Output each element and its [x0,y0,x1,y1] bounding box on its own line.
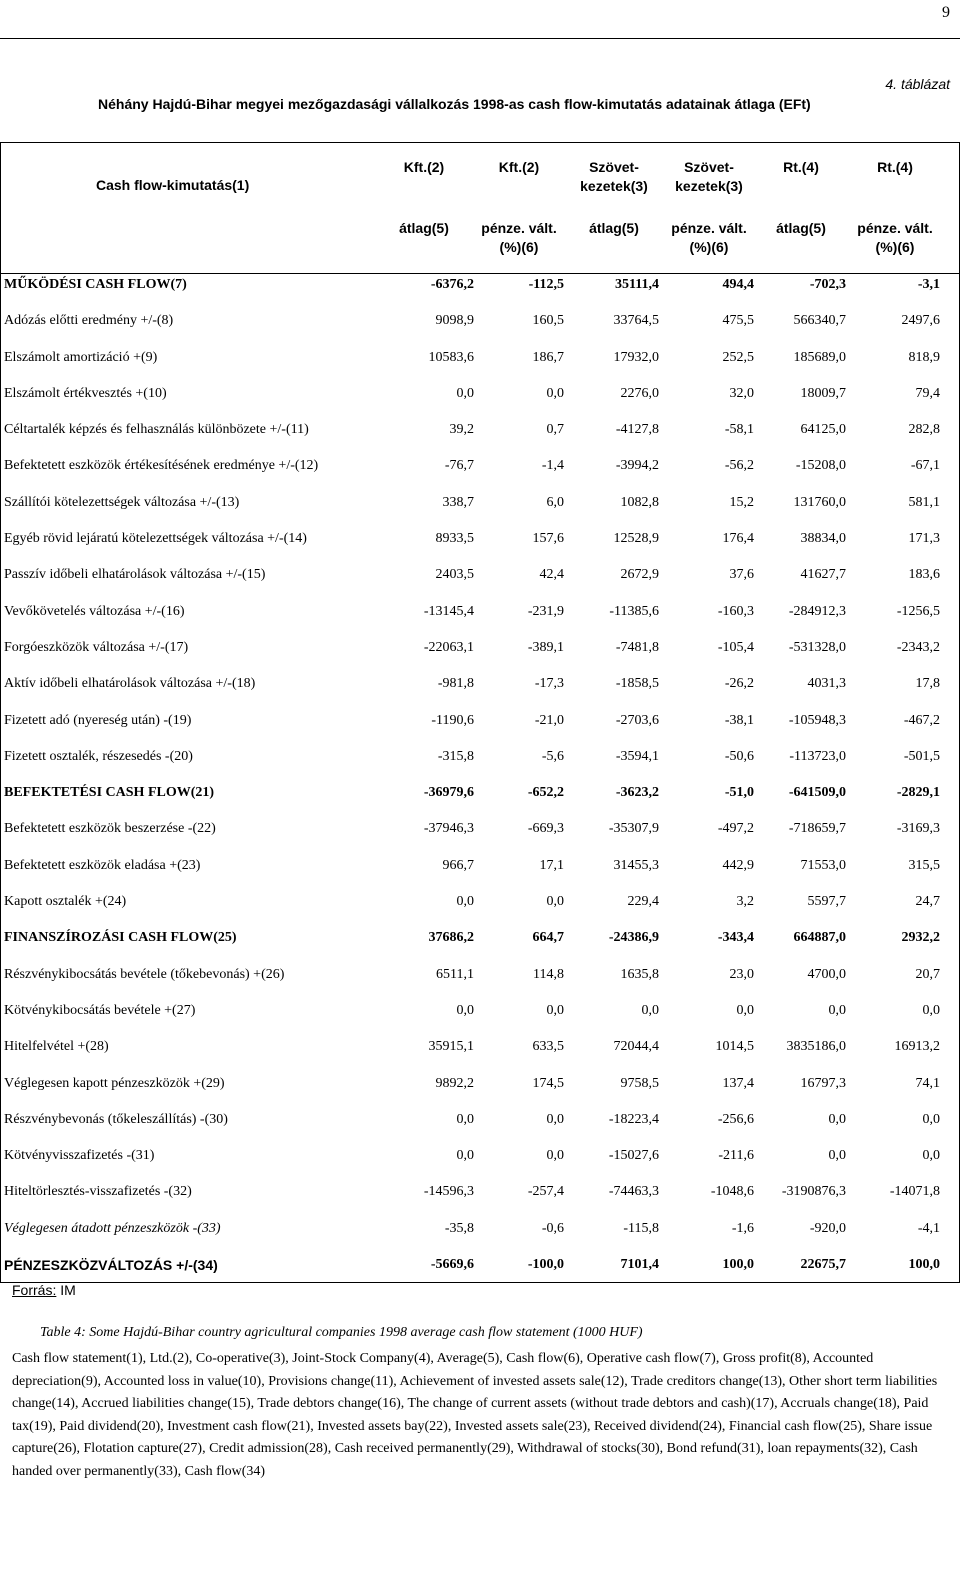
table-cell: -1048,6 [710,1184,754,1200]
table-cell: -2703,6 [615,712,659,728]
table-row [0,418,960,454]
table-cell: -76,7 [444,458,474,474]
table-cell: 818,9 [908,349,940,365]
row-label: Befektetett eszközök beszerzése -(22) [4,821,216,837]
table-cell: -14071,8 [889,1184,940,1200]
column-sub-header [564,219,664,238]
table-cell: 0,0 [828,1148,846,1164]
column-sub-header-line2: (%)(6) [499,239,539,255]
table-row [0,1072,960,1108]
row-label: Aktív időbeli elhatárolások változása +/-(18) [4,676,256,692]
table-cell: 0,0 [456,1148,474,1164]
table-cell: -160,3 [717,603,754,619]
table-cell: 2497,6 [901,313,940,329]
table-cell: -3594,1 [615,748,659,764]
table-cell: -26,2 [724,676,754,692]
table-cell: 229,4 [627,894,659,910]
table-cell: -467,2 [903,712,940,728]
table-cell: 17932,0 [613,349,659,365]
table-row [0,1180,960,1216]
row-label: Részvénykibocsátás bevétele (tőkebevonás) +(26) [4,966,285,982]
table-cell: -4,1 [917,1220,940,1236]
table-cell: -105948,3 [788,712,846,728]
table-cell: -3,1 [917,277,940,292]
table-cell: -22063,1 [423,639,474,655]
row-label: FINANSZÍROZÁSI CASH FLOW(25) [4,930,237,946]
table-row [0,999,960,1035]
column-group-header [845,158,945,177]
row-label: Adózás előtti eredmény +/-(8) [4,313,174,329]
column-sub-header-line1: átlag(5) [399,220,449,236]
table-cell: -3994,2 [615,458,659,474]
table-cell: 0,0 [546,385,564,401]
row-label: Kapott osztalék +(24) [4,894,127,910]
table-cell: -343,4 [717,930,754,946]
source-value: IM [60,1282,76,1298]
row-label: Passzív időbeli elhatárolások változása +/-(15) [4,567,266,583]
table-cell: -1256,5 [896,603,940,619]
table-cell: 0,0 [546,1002,564,1018]
column-sub-header [751,219,851,238]
table-cell: -112,5 [528,277,564,292]
table-title: Néhány Hajdú-Bihar megyei mezőgazdasági vállalkozás 1998-as cash flow-kimutatás adatainak átlaga (EFt) [98,96,811,112]
table-cell: -56,2 [724,458,754,474]
column-sub-header [659,219,759,257]
table-cell: 0,0 [922,1002,940,1018]
table-cell: 581,1 [908,494,940,510]
table-cell: -15208,0 [795,458,846,474]
table-cell: 18009,7 [800,385,846,401]
table-cell: -35307,9 [608,821,659,837]
table-cell: 0,0 [641,1002,659,1018]
table-cell: 37686,2 [428,930,474,946]
source-note [12,1282,76,1298]
header-rule [0,38,960,39]
table-cell: -11385,6 [609,603,659,619]
table-cell: 137,4 [722,1075,754,1091]
table-cell: -7481,8 [615,639,659,655]
table-cell: 185689,0 [793,349,846,365]
table-cell: 74,1 [915,1075,940,1091]
row-label: Céltartalék képzés és felhasználás különbözete +/-(11) [4,422,309,438]
table-cell: -211,6 [718,1148,754,1164]
column-group-header [469,158,569,177]
table-cell: 33764,5 [613,313,659,329]
table-cell: -702,3 [809,277,846,292]
table-cell: 2932,2 [901,930,940,946]
row-label: Elszámolt értékvesztés +(10) [4,385,167,401]
table-cell: 7101,4 [620,1257,659,1273]
column-sub-header-line2: (%)(6) [689,239,729,255]
table-row [0,309,960,345]
row-label: Egyéb rövid lejáratú kötelezettségek változása +/-(14) [4,531,307,547]
page-number: 9 [942,4,950,21]
table-cell: 23,0 [729,966,754,982]
table-cell: 566340,7 [793,313,846,329]
source-key: Forrás: [12,1282,57,1298]
table-cell: -4127,8 [615,422,659,438]
table-cell: 664887,0 [793,930,846,946]
table-cell: -3623,2 [615,785,659,801]
table-cell: 16913,2 [894,1039,940,1055]
row-label: Részvénybevonás (tőkeleszállítás) -(30) [4,1111,228,1127]
table-cell: -641509,0 [788,785,846,801]
table-cell: 100,0 [908,1257,940,1273]
table-row [0,636,960,672]
table-cell: 282,8 [908,422,940,438]
row-label: Befektetett eszközök eladása +(23) [4,857,201,873]
table-row [0,273,960,309]
column-group-header [751,158,851,177]
table-cell: -36979,6 [423,785,474,801]
table-cell: 494,4 [722,277,754,292]
column-group-header [374,158,474,177]
row-label: Hitelfelvétel +(28) [4,1039,109,1055]
table-cell: -13145,4 [423,603,474,619]
table-cell: -74463,3 [608,1184,659,1200]
table-row [0,817,960,853]
table-cell: 0,7 [546,422,564,438]
table-cell: 6,0 [546,494,564,510]
column-group-header-line1: Rt.(4) [783,159,819,175]
table-cell: -669,3 [527,821,564,837]
table-row [0,781,960,817]
table-row [0,890,960,926]
table-cell: 1014,5 [715,1039,754,1055]
table-cell: 3835186,0 [786,1039,846,1055]
table-cell: 4700,0 [807,966,846,982]
table-row [0,1217,960,1253]
table-cell: 171,3 [908,531,940,547]
table-cell: 0,0 [922,1111,940,1127]
table-cell: 39,2 [449,422,474,438]
row-label: Véglegesen kapott pénzeszközök +(29) [4,1075,225,1091]
row-label: Szállítói kötelezettségek változása +/-(13) [4,494,240,510]
table-cell: 20,7 [915,966,940,982]
table-cell: 966,7 [442,857,474,873]
table-cell: -5669,6 [430,1257,474,1273]
table-cell: -105,4 [717,639,754,655]
table-cell: 31455,3 [613,857,659,873]
row-label: MŰKÖDÉSI CASH FLOW(7) [4,277,187,292]
table-cell: -315,8 [437,748,474,764]
table-cell: 6511,1 [436,966,474,982]
table-cell: -21,0 [534,712,564,728]
table-cell: -1190,6 [431,712,474,728]
table-cell: 157,6 [532,531,564,547]
table-cell: -51,0 [724,785,754,801]
table-row [0,1108,960,1144]
table-cell: -231,9 [527,603,564,619]
table-cell: 24,7 [915,894,940,910]
table-cell: -1,4 [541,458,564,474]
table-row [0,672,960,708]
table-cell: 3,2 [736,894,754,910]
row-label: Hiteltörlesztés-visszafizetés -(32) [4,1184,192,1200]
row-label: BEFEKTETÉSI CASH FLOW(21) [4,785,215,801]
table-cell: -981,8 [437,676,474,692]
table-cell: 633,5 [532,1039,564,1055]
table-cell: -37946,3 [423,821,474,837]
table-cell: 42,4 [539,567,564,583]
table-row [0,963,960,999]
table-cell: 100,0 [722,1257,754,1273]
table-cell: -3190876,3 [781,1184,846,1200]
table-cell: -14596,3 [423,1184,474,1200]
table-cell: -718659,7 [788,821,846,837]
table-row [0,563,960,599]
table-cell: 8933,5 [435,531,474,547]
table-cell: 0,0 [456,1002,474,1018]
table-cell: 0,0 [922,1148,940,1164]
table-cell: 2276,0 [620,385,659,401]
table-row [0,1035,960,1071]
table-cell: -3169,3 [896,821,940,837]
table-cell: 1082,8 [620,494,659,510]
table-row [0,527,960,563]
table-row [0,709,960,745]
table-cell: 0,0 [456,385,474,401]
table-cell: -38,1 [724,712,754,728]
column-group-header-line1: Rt.(4) [877,159,913,175]
table-row [0,1253,960,1289]
table-cell: 4031,3 [807,676,846,692]
table-cell: 0,0 [546,1111,564,1127]
table-cell: 64125,0 [800,422,846,438]
table-cell: -0,6 [541,1220,564,1236]
table-cell: 16797,3 [800,1075,846,1091]
table-cell: 71553,0 [800,857,846,873]
column-sub-header-line1: átlag(5) [589,220,639,236]
table-cell: 2672,9 [620,567,659,583]
table-cell: 10583,6 [428,349,474,365]
table-cell: 0,0 [828,1002,846,1018]
table-row [0,854,960,890]
table-row [0,745,960,781]
column-header-main: Cash flow-kimutatás(1) [96,177,250,193]
table-cell: 0,0 [828,1111,846,1127]
row-label: Fizetett adó (nyereség után) -(19) [4,712,192,728]
table-cell: 0,0 [456,894,474,910]
row-label: Vevőkövetelés változása +/-(16) [4,603,185,619]
table-row [0,600,960,636]
table-cell: -256,6 [717,1111,754,1127]
row-label: Forgóeszközök változása +/-(17) [4,639,189,655]
table-cell: 35111,4 [615,277,659,292]
table-cell: 1635,8 [620,966,659,982]
table-cell: 186,7 [532,349,564,365]
column-group-header [659,158,759,196]
table-cell: -15027,6 [608,1148,659,1164]
table-cell: 176,4 [722,531,754,547]
row-label: Befektetett eszközök értékesítésének eredménye +/-(12) [4,458,319,474]
table-row [0,454,960,490]
english-legend: Cash flow statement(1), Ltd.(2), Co-operative(3), Joint-Stock Company(4), Average(5), Cash flow(6), Operative cash flow(7), Gross profit(8), Accounted depreciation(9), Accounted loss in value(10), Provisions change(11), Achievement of invested assets sale(12), Trade creditors change(13), Other short term liabilities change(14), Accrued liabilities change(15), Trade debtors change(16), The change of current assets (without trade debtors and cash)(17), Accruals change(18), Paid tax(19), Paid dividend(20), Investment cash flow(21), Invested assets bay(22), Invested assets sale(23), Received dividend(24), Financial cash flow(25), Share issue capture(26), Flotation capture(27), Credit admission(28), Cash received permanently(29), Withdrawal of stocks(30), Bond refund(31), loan repayments(32), Cash handed over permanently(33), Cash flow(34) [12,1351,938,1479]
table-cell: -257,4 [527,1184,564,1200]
column-group-header [564,158,664,196]
table-cell: 0,0 [456,1111,474,1127]
table-cell: -2343,2 [896,639,940,655]
table-cell: 131760,0 [793,494,846,510]
column-sub-header-line1: pénze. vált. [481,220,557,236]
table-cell: -652,2 [527,785,564,801]
column-group-header-line1: Szövet- [684,159,734,175]
table-cell: 38834,0 [800,531,846,547]
table-cell: 9892,2 [435,1075,474,1091]
table-cell: 15,2 [729,494,754,510]
column-group-header-line2: kezetek(3) [580,178,648,194]
row-label: Véglegesen átadott pénzeszközök -(33) [4,1220,221,1236]
table-cell: -501,5 [903,748,940,764]
table-cell: 183,6 [908,567,940,583]
table-cell: 475,5 [722,313,754,329]
row-label: Fizetett osztalék, részesedés -(20) [4,748,193,764]
table-cell: 9758,5 [620,1075,659,1091]
table-cell: -5,6 [541,748,564,764]
column-sub-header-line2: (%)(6) [875,239,915,255]
column-sub-header-line1: átlag(5) [776,220,826,236]
table-row [0,346,960,382]
table-cell: 252,5 [722,349,754,365]
column-group-header-line2: kezetek(3) [675,178,743,194]
table-cell: -531328,0 [788,639,846,655]
table-cell: 17,8 [915,676,940,692]
table-cell: 174,5 [532,1075,564,1091]
table-row [0,1144,960,1180]
table-cell: 72044,4 [613,1039,659,1055]
table-cell: 9098,9 [435,313,474,329]
table-row [0,491,960,527]
table-cell: -920,0 [809,1220,846,1236]
column-sub-header [469,219,569,257]
table-cell: -115,8 [623,1220,659,1236]
column-sub-header [374,219,474,238]
table-cell: 315,5 [908,857,940,873]
column-sub-header [845,219,945,257]
table-cell: 338,7 [442,494,474,510]
table-row [0,382,960,418]
column-group-header-line1: Szövet- [589,159,639,175]
table-cell: -6376,2 [430,277,474,292]
row-label: PÉNZESZKÖZVÁLTOZÁS +/-(34) [4,1257,218,1274]
table-cell: 664,7 [532,930,564,946]
row-label: Elszámolt amortizáció +(9) [4,349,158,365]
table-cell: -35,8 [444,1220,474,1236]
table-cell: 12528,9 [613,531,659,547]
table-cell: -389,1 [527,639,564,655]
table-cell: 114,8 [533,966,564,982]
column-group-header-line1: Kft.(2) [498,159,540,175]
column-sub-header-line1: pénze. vált. [857,220,933,236]
table-body [0,273,960,1289]
table-cell: -2829,1 [896,785,940,801]
table-cell: -100,0 [527,1257,564,1273]
table-cell: -17,3 [534,676,564,692]
table-cell: 37,6 [729,567,754,583]
english-caption: Table 4: Some Hajdú-Bihar country agricultural companies 1998 average cash flow statement (1000 HUF) [40,1325,643,1340]
table-cell: 442,9 [722,857,754,873]
row-label: Kötvénykibocsátás bevétele +(27) [4,1002,196,1018]
table-cell: -24386,9 [608,930,659,946]
table-cell: 0,0 [546,1148,564,1164]
table-cell: -497,2 [717,821,754,837]
table-cell: -50,6 [724,748,754,764]
table-row [0,926,960,962]
column-group-header-line1: Kft.(2) [403,159,445,175]
table-cell: 35915,1 [428,1039,474,1055]
table-cell: 32,0 [729,385,754,401]
table-cell: -1,6 [731,1220,754,1236]
table-cell: -18223,4 [608,1111,659,1127]
table-cell: -58,1 [724,422,754,438]
table-cell: 160,5 [532,313,564,329]
row-label: Kötvényvisszafizetés -(31) [4,1148,155,1164]
table-label: 4. táblázat [885,76,950,92]
table-cell: 17,1 [539,857,564,873]
table-cell: 0,0 [736,1002,754,1018]
table-cell: -67,1 [910,458,940,474]
table-cell: 5597,7 [807,894,846,910]
table-cell: 0,0 [546,894,564,910]
table-cell: -113723,0 [789,748,846,764]
table-cell: 41627,7 [800,567,846,583]
table-cell: -284912,3 [788,603,846,619]
column-sub-header-line1: pénze. vált. [671,220,747,236]
table-cell: 79,4 [915,385,940,401]
table-cell: -1858,5 [615,676,659,692]
table-cell: 2403,5 [435,567,474,583]
table-cell: 22675,7 [800,1257,846,1273]
